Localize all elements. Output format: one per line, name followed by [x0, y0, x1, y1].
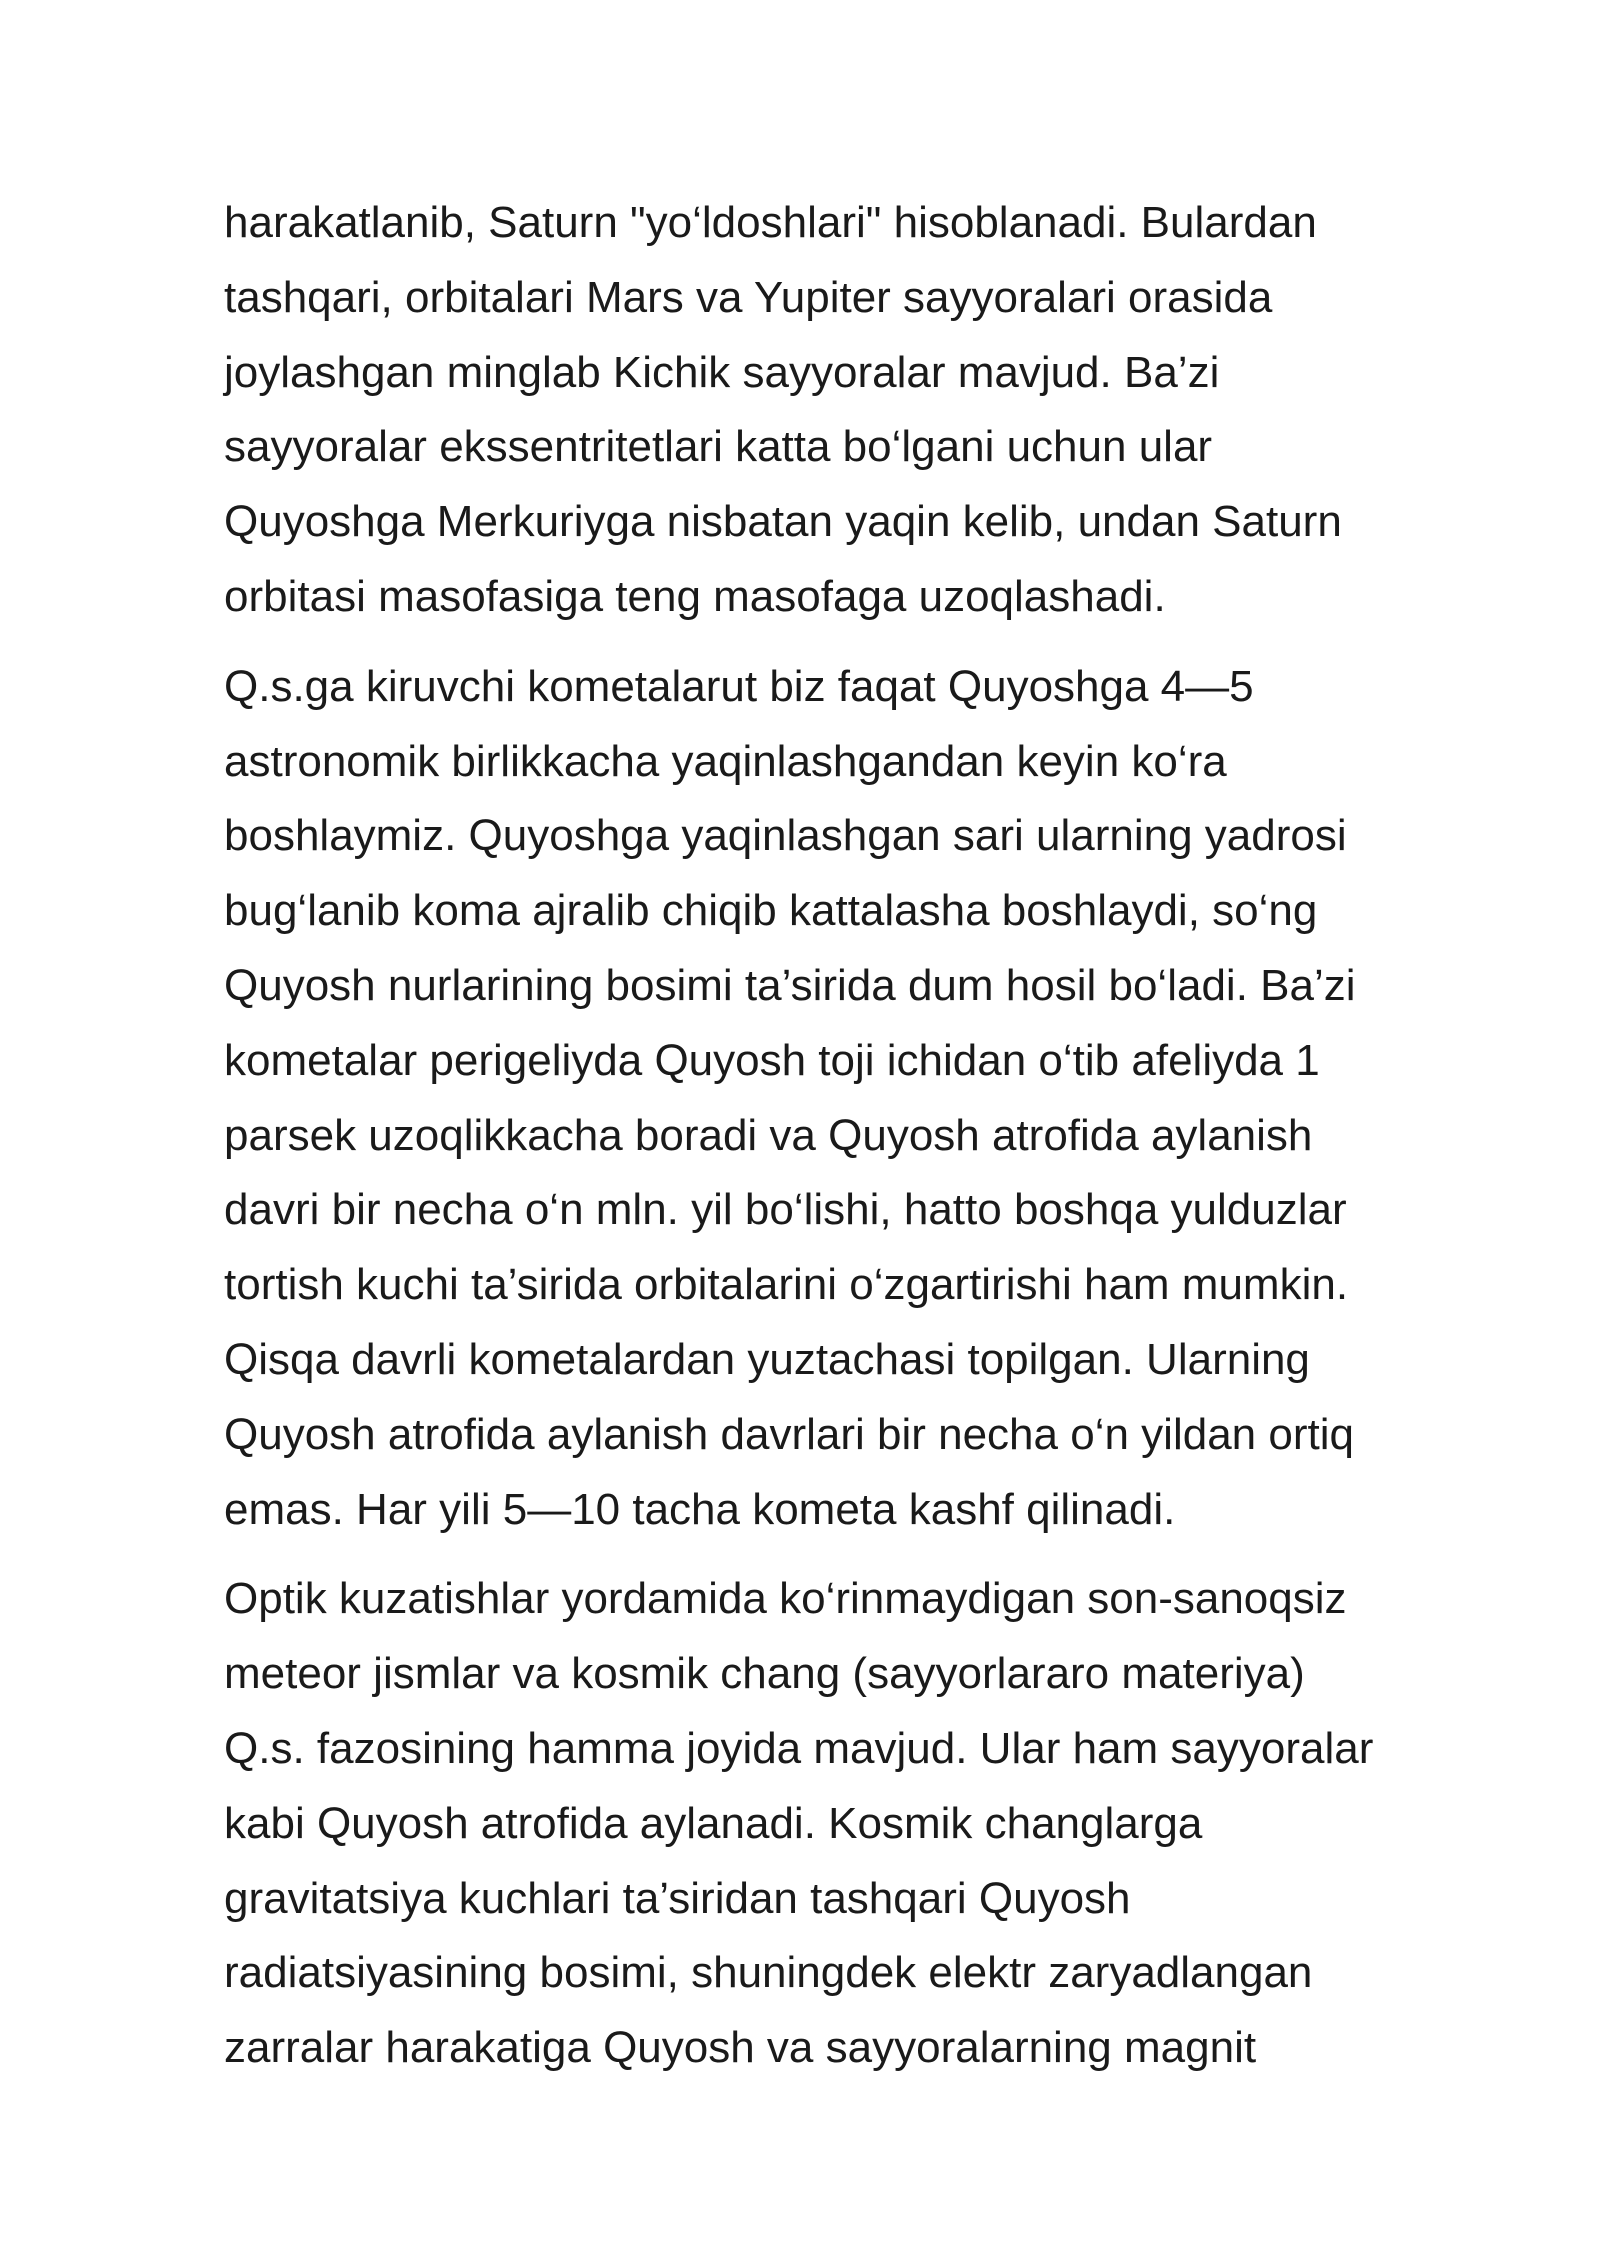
text-line: zarralar harakatiga Quyosh va sayyoralarning magnit — [224, 2023, 1257, 2073]
text-line: joylashgan minglab Kichik sayyoralar mavjud. Ba’zi — [224, 347, 1220, 397]
text-line: meteor jismlar va kosmik chang (sayyorlararo materiya) — [224, 1649, 1305, 1699]
text-line: boshlaymiz. Quyoshga yaqinlashgan sari ularning yadrosi — [224, 811, 1347, 861]
paragraph-2 — [224, 650, 1484, 1548]
text-line: tortish kuchi ta’sirida orbitalarini o‘zgartirishi ham mumkin. — [224, 1260, 1349, 1310]
text-line: Q.s. fazosining hamma joyida mavjud. Ular ham sayyoralar — [224, 1723, 1374, 1773]
paragraph-3 — [224, 1562, 1484, 2086]
text-line: radiatsiyasining bosimi, shuningdek elektr zaryadlangan — [224, 1948, 1313, 1998]
text-line: bug‘lanib koma ajralib chiqib kattalasha boshlaydi, so‘ng — [224, 886, 1318, 936]
text-line: davri bir necha o‘n mln. yil bo‘lishi, hatto boshqa yulduzlar — [224, 1185, 1347, 1235]
text-line: Quyosh atrofida aylanish davrlari bir necha o‘n yildan ortiq — [224, 1409, 1354, 1459]
text-line: kabi Quyosh atrofida aylanadi. Kosmik changlarga — [224, 1798, 1203, 1848]
text-line: kometalar perigeliyda Quyosh toji ichidan o‘tib afeliyda 1 — [224, 1035, 1320, 1085]
text-line: parsek uzoqlikkacha boradi va Quyosh atrofida aylanish — [224, 1110, 1313, 1160]
text-line: astronomik birlikkacha yaqinlashgandan keyin ko‘ra — [224, 736, 1227, 786]
text-line: sayyoralar ekssentritetlari katta bo‘lgani uchun ular — [224, 422, 1213, 472]
text-line: tashqari, orbitalari Mars va Yupiter sayyoralari orasida — [224, 272, 1273, 322]
text-line: Q.s.ga kiruvchi kometalarut biz faqat Quyoshga 4—5 — [224, 661, 1254, 711]
text-line: Quyoshga Merkuriyga nisbatan yaqin kelib, undan Saturn — [224, 497, 1342, 547]
text-line: Qisqa davrli kometalardan yuztachasi topilgan. Ularning — [224, 1334, 1310, 1384]
text-line: emas. Har yili 5—10 tacha kometa kashf qilinadi. — [224, 1484, 1176, 1534]
text-line: Quyosh nurlarining bosimi ta’sirida dum hosil bo‘ladi. Ba’zi — [224, 960, 1356, 1010]
text-line: harakatlanib, Saturn "yo‘ldoshlari" hisoblanadi. Bulardan — [224, 198, 1317, 247]
paragraph-1 — [224, 186, 1484, 635]
text-line: Optik kuzatishlar yordamida ko‘rinmaydigan son-sanoqsiz — [224, 1574, 1347, 1624]
document-body — [224, 186, 1484, 2086]
text-line: orbitasi masofasiga teng masofaga uzoqlashadi. — [224, 571, 1166, 621]
text-line: gravitatsiya kuchlari ta’siridan tashqari Quyosh — [224, 1873, 1131, 1923]
